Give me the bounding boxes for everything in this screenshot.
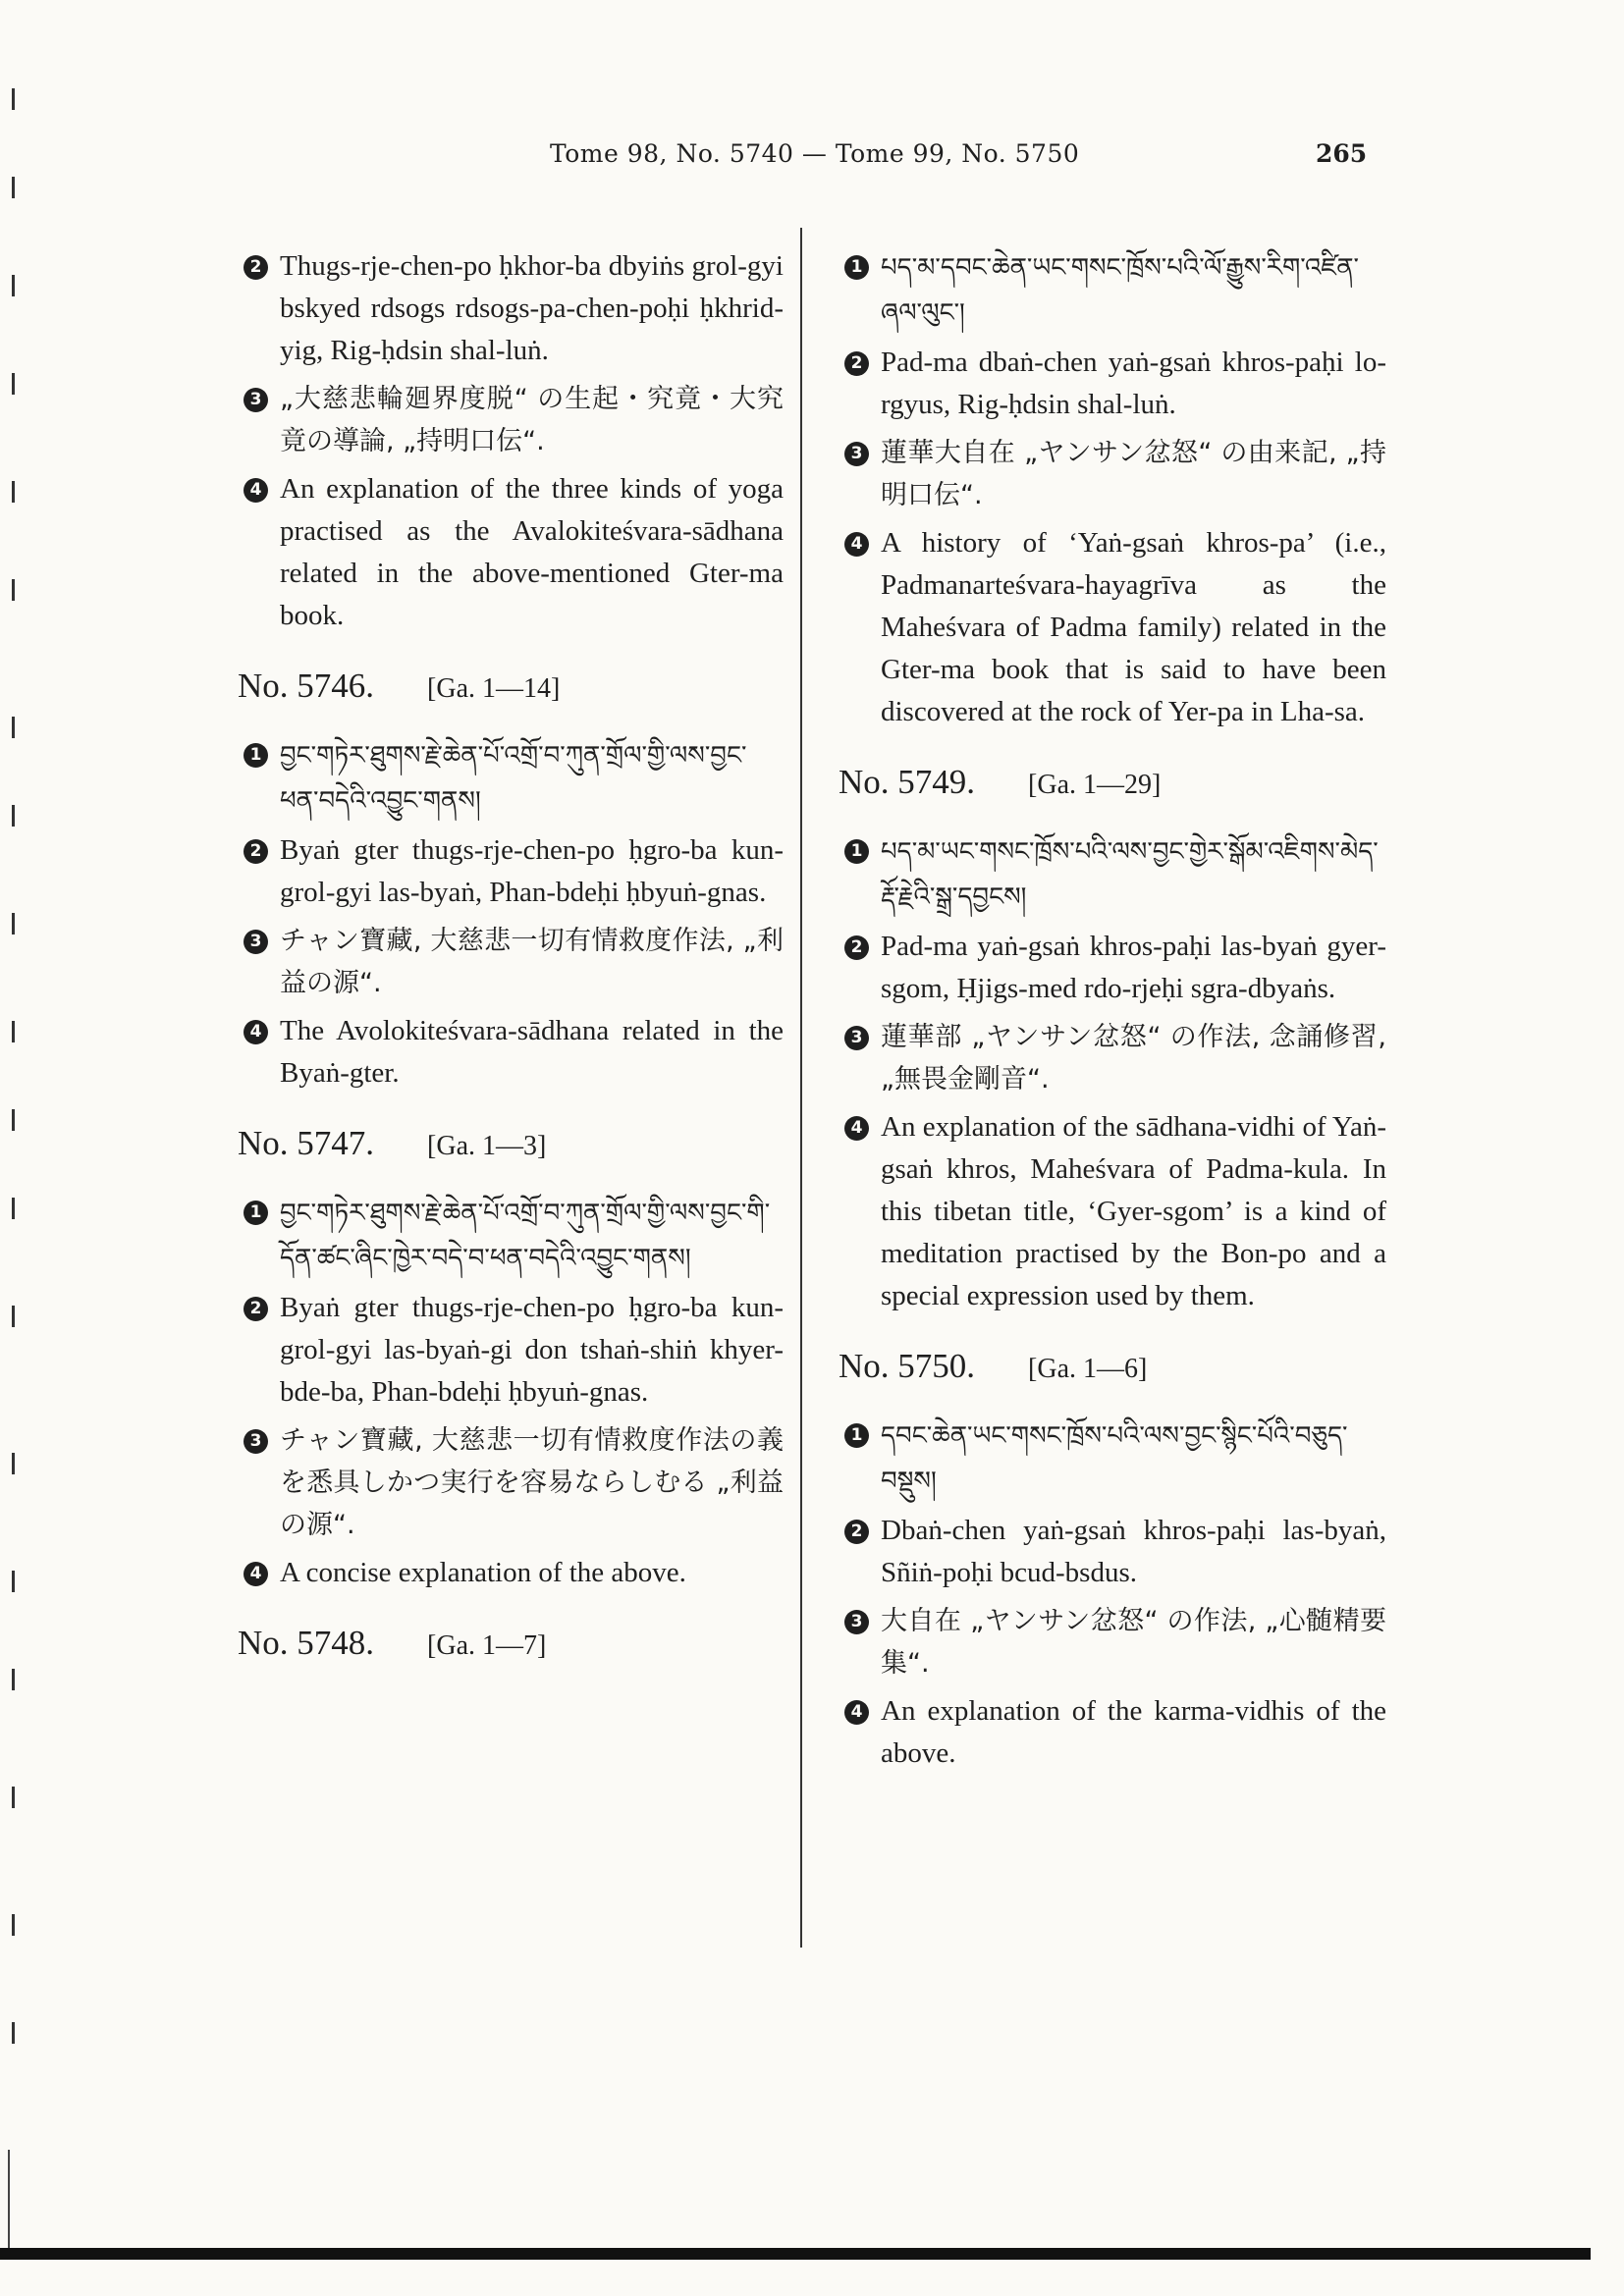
- entry-header: [839, 763, 1386, 802]
- item-number-badge: 1: [844, 839, 869, 864]
- item-text: Pad-ma yaṅ-gsaṅ khros-paḥi las-byaṅ gyer-sgom, Ḥjigs-med rdo-rjeḥi sgra-dbyaṅs.: [881, 931, 1386, 1004]
- list-item: [827, 1510, 1386, 1594]
- list-item: [226, 378, 784, 462]
- item-number-badge: 2: [844, 935, 869, 960]
- item-text: Pad-ma dbaṅ-chen yaṅ-gsaṅ khros-paḥi lo-rgyus, Rig-ḥdsin shal-luṅ.: [881, 347, 1386, 420]
- item-number-badge: 4: [844, 1700, 869, 1725]
- item-text: Dbaṅ-chen yaṅ-gsaṅ khros-paḥi las-byaṅ, Sñiṅ-poḥi bcud-bsdus.: [881, 1515, 1386, 1588]
- item-text: Thugs-rje-chen-po ḥkhor-ba dbyiṅs grol-gyi bskyed rdsogs rdsogs-pa-chen-poḥi ḥkhrid-yig, Rig-ḥdsin shal-luṅ.: [280, 250, 784, 366]
- item-text: པད་མ་ཡང་གསང་ཁྲོས་པའི་ལས་བྱང་གྱེར་སྒོམ་འཇིགས་མེད་རྡོ་རྗེའི་སྒྲ་དབྱངས།: [881, 837, 1379, 912]
- item-text: པད་མ་དབང་ཆེན་ཡང་གསང་ཁྲོས་པའི་ལོ་རྒྱུས་རིག་འཛིན་ཞལ་ལུང་།: [881, 253, 1360, 328]
- item-number-badge: 3: [244, 930, 268, 954]
- entry-range: [Ga. 1—3]: [427, 1131, 547, 1161]
- left-column: [226, 245, 784, 1690]
- carryover-block: [827, 245, 1386, 733]
- item-text: A concise explanation of the above.: [280, 1557, 686, 1588]
- item-text: བྱང་གཏེར་ཐུགས་རྗེ་ཆེན་པོ་འགྲོ་བ་ཀུན་གྲོལ་གྱི་ལས་བྱང་གི་དོན་ཚང་ཞིང་ཁྱེར་བདེ་བ་ཕན་བདེའི་འབྱུང་གནས།: [280, 1199, 771, 1273]
- item-text: དབང་ཆེན་ཡང་གསང་ཁྲོས་པའི་ལས་བྱང་སྙིང་པོའི་བཅུད་བསྡུས།: [881, 1421, 1348, 1496]
- item-text: Byaṅ gter thugs-rje-chen-po ḥgro-ba kun-grol-gyi las-byaṅ-gi don tshaṅ-shiṅ khyer-bde-ba, Phan-bdeḥi ḥbyuṅ-gnas.: [280, 1292, 784, 1408]
- item-number-badge: 4: [244, 1020, 268, 1044]
- list-item: [226, 1552, 784, 1594]
- item-text: チャン寶藏, 大慈悲一切有情救度作法, „利益の源“.: [280, 926, 784, 998]
- item-text: An explanation of the sādhana-vidhi of Yaṅ-gsaṅ khros, Maheśvara of Padma-kula. In this tibetan title, ‘Gyer-sgom’ is a kind of meditation practised by the Bon-po and a special expression used by them.: [881, 1111, 1386, 1311]
- item-number-badge: 4: [844, 1116, 869, 1141]
- list-item: [827, 245, 1386, 336]
- carryover-block: [226, 245, 784, 637]
- list-item: [226, 1287, 784, 1414]
- item-text: A history of ‘Yaṅ-gsaṅ khros-pa’ (i.e., Padmanarteśvara-hayagrīva as the Maheśvara of Padma family) related in the Gter-ma book that is said to have been discovered at the rock of Yer-pa in Lha-sa.: [881, 527, 1386, 727]
- item-number-badge: 2: [844, 1520, 869, 1544]
- item-number-badge: 1: [844, 1423, 869, 1448]
- running-head: [0, 139, 1624, 179]
- list-item: [827, 1414, 1386, 1504]
- entry-number: No. 5746.: [238, 667, 375, 705]
- item-text: Byaṅ gter thugs-rje-chen-po ḥgro-ba kun-grol-gyi las-byaṅ, Phan-bdeḥi ḥbyuṅ-gnas.: [280, 834, 784, 908]
- list-item: [827, 1106, 1386, 1317]
- item-number-badge: 2: [244, 255, 268, 280]
- item-number-badge: 3: [244, 388, 268, 412]
- list-item: [827, 432, 1386, 516]
- item-text: བྱང་གཏེར་ཐུགས་རྗེ་ཆེན་པོ་འགྲོ་བ་ཀུན་གྲོལ་གྱི་ལས་བྱང་ཕན་བདེའི་འབྱུང་གནས།: [280, 741, 747, 816]
- item-text: „大慈悲輪廻界度脱“ の生起・究竟・大究竟の導論, „持明口伝“.: [280, 384, 784, 456]
- item-text: 蓮華大自在 „ヤンサン忿怒“ の由来記, „持明口伝“.: [881, 438, 1386, 510]
- list-item: [827, 1600, 1386, 1684]
- entry-range: [Ga. 1—29]: [1028, 770, 1162, 800]
- item-text: An explanation of the karma-vidhis of the above.: [881, 1695, 1386, 1769]
- entry-range: [Ga. 1—6]: [1028, 1354, 1148, 1384]
- entry-number: No. 5750.: [839, 1347, 976, 1385]
- item-number-badge: 1: [844, 255, 869, 280]
- entry-5746: [226, 667, 784, 1095]
- list-item: [827, 829, 1386, 920]
- item-number-badge: 4: [844, 532, 869, 557]
- entry-5749: [827, 763, 1386, 1317]
- item-number-badge: 4: [244, 1562, 268, 1586]
- entry-range: [Ga. 1—14]: [427, 673, 561, 704]
- entry-header: [839, 1347, 1386, 1386]
- page-number: 265: [1316, 139, 1368, 168]
- list-item: [226, 468, 784, 637]
- item-number-badge: 1: [244, 743, 268, 768]
- item-number-badge: 3: [244, 1429, 268, 1454]
- entry-number: No. 5747.: [238, 1124, 375, 1162]
- list-item: [827, 926, 1386, 1010]
- item-number-badge: 3: [844, 1026, 869, 1050]
- entry-number: No. 5748.: [238, 1624, 375, 1662]
- list-item: [226, 1191, 784, 1281]
- entry-5750: [827, 1347, 1386, 1775]
- item-number-badge: 3: [844, 442, 869, 466]
- entry-5748: [226, 1624, 784, 1663]
- list-item: [226, 920, 784, 1004]
- list-item: [226, 1419, 784, 1546]
- item-number-badge: 3: [844, 1610, 869, 1634]
- list-item: [226, 829, 784, 914]
- bottom-rule: [0, 2248, 1591, 2260]
- entry-5747: [226, 1124, 784, 1594]
- item-text: 大自在 „ヤンサン忿怒“ の作法, „心髄精要集“.: [881, 1606, 1386, 1679]
- list-item: [226, 1010, 784, 1095]
- item-number-badge: 2: [844, 351, 869, 376]
- item-text: The Avolokiteśvara-sādhana related in the Byaṅ-gter.: [280, 1015, 784, 1089]
- list-item: [827, 522, 1386, 733]
- entry-header: [238, 1624, 784, 1663]
- right-column: [827, 245, 1386, 1781]
- entry-number: No. 5749.: [839, 763, 976, 801]
- item-text: チャン寶藏, 大慈悲一切有情救度作法の義を悉具しかつ実行を容易ならしむる „利益の源“.: [280, 1425, 784, 1540]
- entry-header: [238, 667, 784, 706]
- item-number-badge: 4: [244, 478, 268, 503]
- scan-margin-marks: [8, 79, 22, 2140]
- list-item: [827, 1016, 1386, 1100]
- list-item: [827, 1690, 1386, 1775]
- list-item: [226, 733, 784, 824]
- list-item: [226, 245, 784, 372]
- item-number-badge: 1: [244, 1201, 268, 1225]
- item-number-badge: 2: [244, 1297, 268, 1321]
- entry-header: [238, 1124, 784, 1163]
- running-title: Tome 98, No. 5740 — Tome 99, No. 5750: [550, 139, 1080, 168]
- scan-edge-line: [8, 2150, 10, 2248]
- item-text: 蓮華部 „ヤンサン忿怒“ の作法, 念誦修習, „無畏金剛音“.: [881, 1022, 1386, 1095]
- entry-range: [Ga. 1—7]: [427, 1630, 547, 1661]
- list-item: [827, 342, 1386, 426]
- item-text: An explanation of the three kinds of yoga practised as the Avalokiteśvara-sādhana related in the above-mentioned Gter-ma book.: [280, 473, 784, 631]
- item-number-badge: 2: [244, 839, 268, 864]
- column-divider: [800, 228, 802, 1948]
